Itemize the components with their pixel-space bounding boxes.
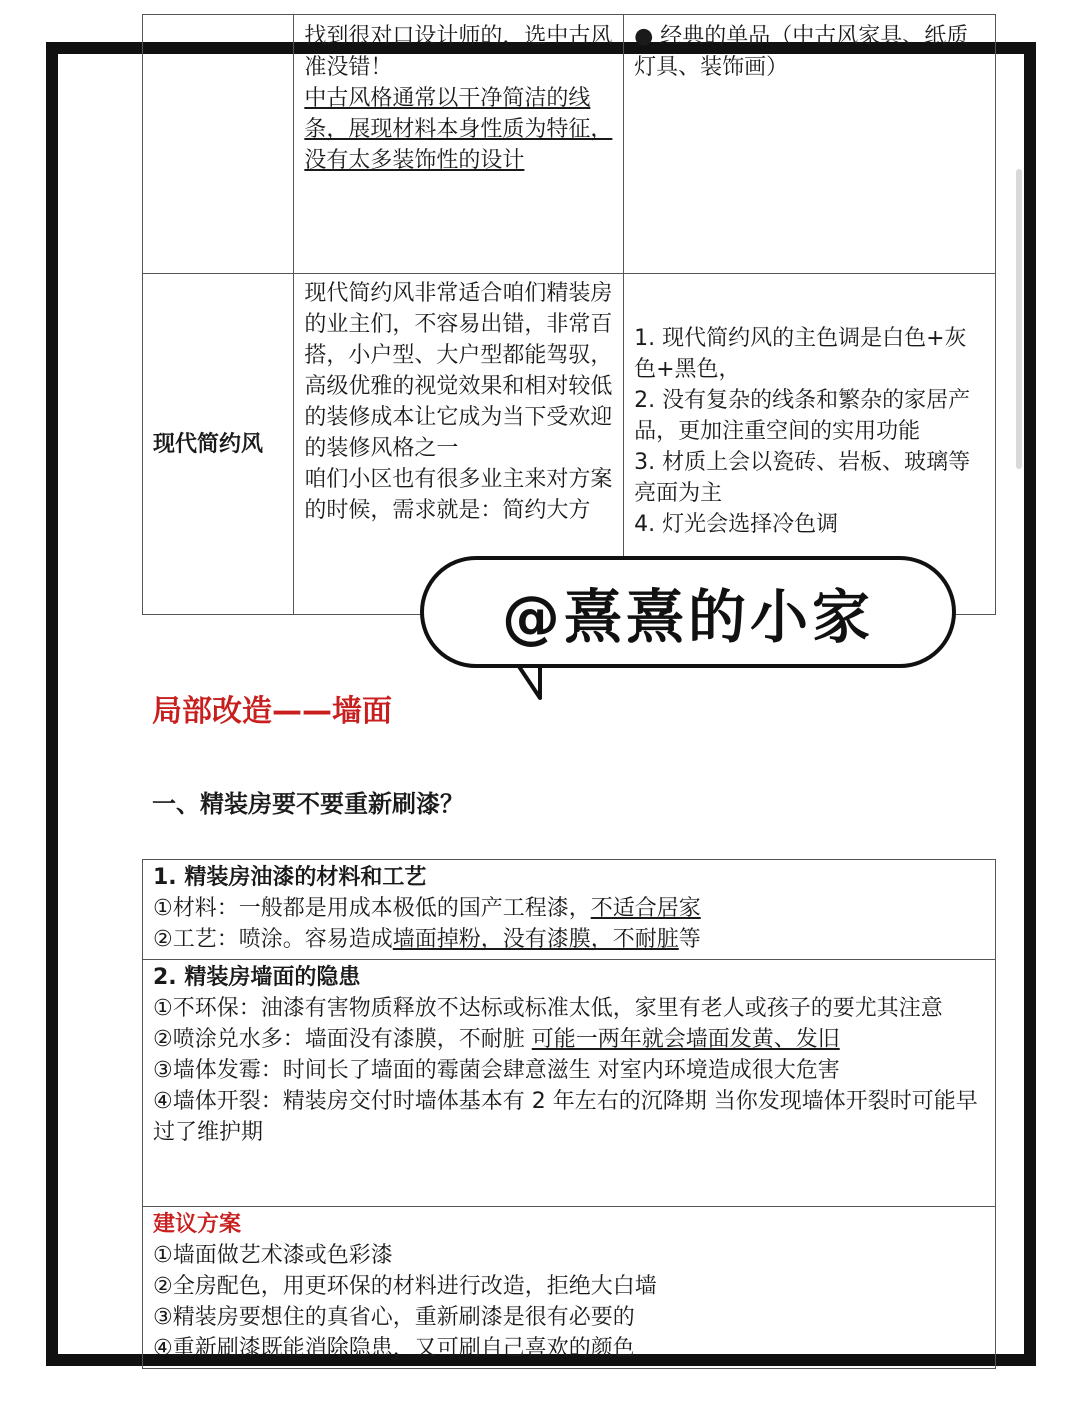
description-text: 找到很对口设计师的，选中古风准没错！	[304, 24, 613, 80]
line-text: ②工艺：喷涂。容易造成	[153, 927, 393, 952]
underlined-text: 不适合居家	[590, 896, 701, 921]
list-item: ④重新刷漆既能消除隐患，又可刷自己喜欢的颜色	[153, 1336, 635, 1361]
list-item: ②全房配色，用更环保的材料进行改造，拒绝大白墙	[153, 1274, 657, 1299]
block-heading: 建议方案	[153, 1212, 242, 1237]
style-name-cell	[143, 15, 294, 274]
list-item: 3. 材质上会以瓷砖、岩板、玻璃等亮面为主	[634, 450, 971, 506]
watermark-bubble: @熹熹的小家	[420, 556, 956, 668]
style-description-cell	[294, 15, 624, 274]
info-block	[143, 860, 995, 959]
list-item: ③精装房要想住的真省心，重新刷漆是很有必要的	[153, 1305, 635, 1330]
line-text: 等	[678, 927, 701, 952]
list-item: ①墙面做艺术漆或色彩漆	[153, 1243, 393, 1268]
list-item: 2. 没有复杂的线条和繁杂的家居产品，更加注重空间的实用功能	[634, 388, 971, 444]
block-heading: 2. 精装房墙面的隐患	[153, 965, 361, 990]
info-block	[143, 1206, 995, 1368]
description-underlined-text: 中古风格通常以干净简洁的线条，展现材料本身性质为特征，没有太多装饰性的设计	[304, 86, 613, 173]
line-text: ①材料：一般都是用成本极低的国产工程漆，	[153, 896, 591, 921]
block-line: ④墙体开裂：精装房交付时墙体基本有 2 年左右的沉降期 当你发现墙体开裂时可能早过了维护期	[153, 1089, 978, 1145]
line-text: ②喷涂兑水多：墙面没有漆膜，不耐脏	[153, 1027, 532, 1052]
question-heading: 一、精装房要不要重新刷漆？	[152, 790, 464, 818]
description-text: 咱们小区也有很多业主来对方案的时候，需求就是：简约大方	[304, 467, 613, 523]
underlined-text: 墙面掉粉，没有漆膜，不耐脏	[392, 927, 679, 952]
block-line	[153, 1024, 985, 1055]
block-heading: 1. 精装房油漆的材料和工艺	[153, 865, 427, 890]
feature-text: ● 经典的单品（中古风家具、纸质灯具、装饰画）	[634, 24, 969, 80]
table-row	[143, 15, 996, 274]
underlined-text: 可能一两年就会墙面发黄、发旧	[531, 1027, 840, 1052]
description-text: 现代简约风非常适合咱们精装房的业主们，不容易出错，非常百搭，小户型、大户型都能驾驭，高级优雅的视觉效果和相对较低的装修成本让它成为当下受欢迎的装修风格之一	[304, 281, 613, 461]
block-line	[153, 893, 985, 924]
info-box	[142, 859, 996, 1369]
list-item: 1. 现代简约风的主色调是白色+灰色+黑色，	[634, 326, 967, 382]
section-title: 局部改造——墙面	[152, 694, 392, 729]
block-line: ①不环保：油漆有害物质释放不达标或标准太低，家里有老人或孩子的要尤其注意	[153, 996, 943, 1021]
feature-list	[634, 323, 985, 540]
style-feature-cell	[624, 15, 996, 274]
style-comparison-table	[142, 14, 996, 615]
info-block	[143, 959, 995, 1206]
block-line	[153, 924, 985, 955]
scrollbar[interactable]	[1016, 169, 1022, 469]
list-item: 4. 灯光会选择冷色调	[634, 512, 839, 537]
block-line: ③墙体发霉：时间长了墙面的霉菌会肆意滋生 对室内环境造成很大危害	[153, 1058, 840, 1083]
style-name-cell: 现代简约风	[143, 274, 294, 615]
